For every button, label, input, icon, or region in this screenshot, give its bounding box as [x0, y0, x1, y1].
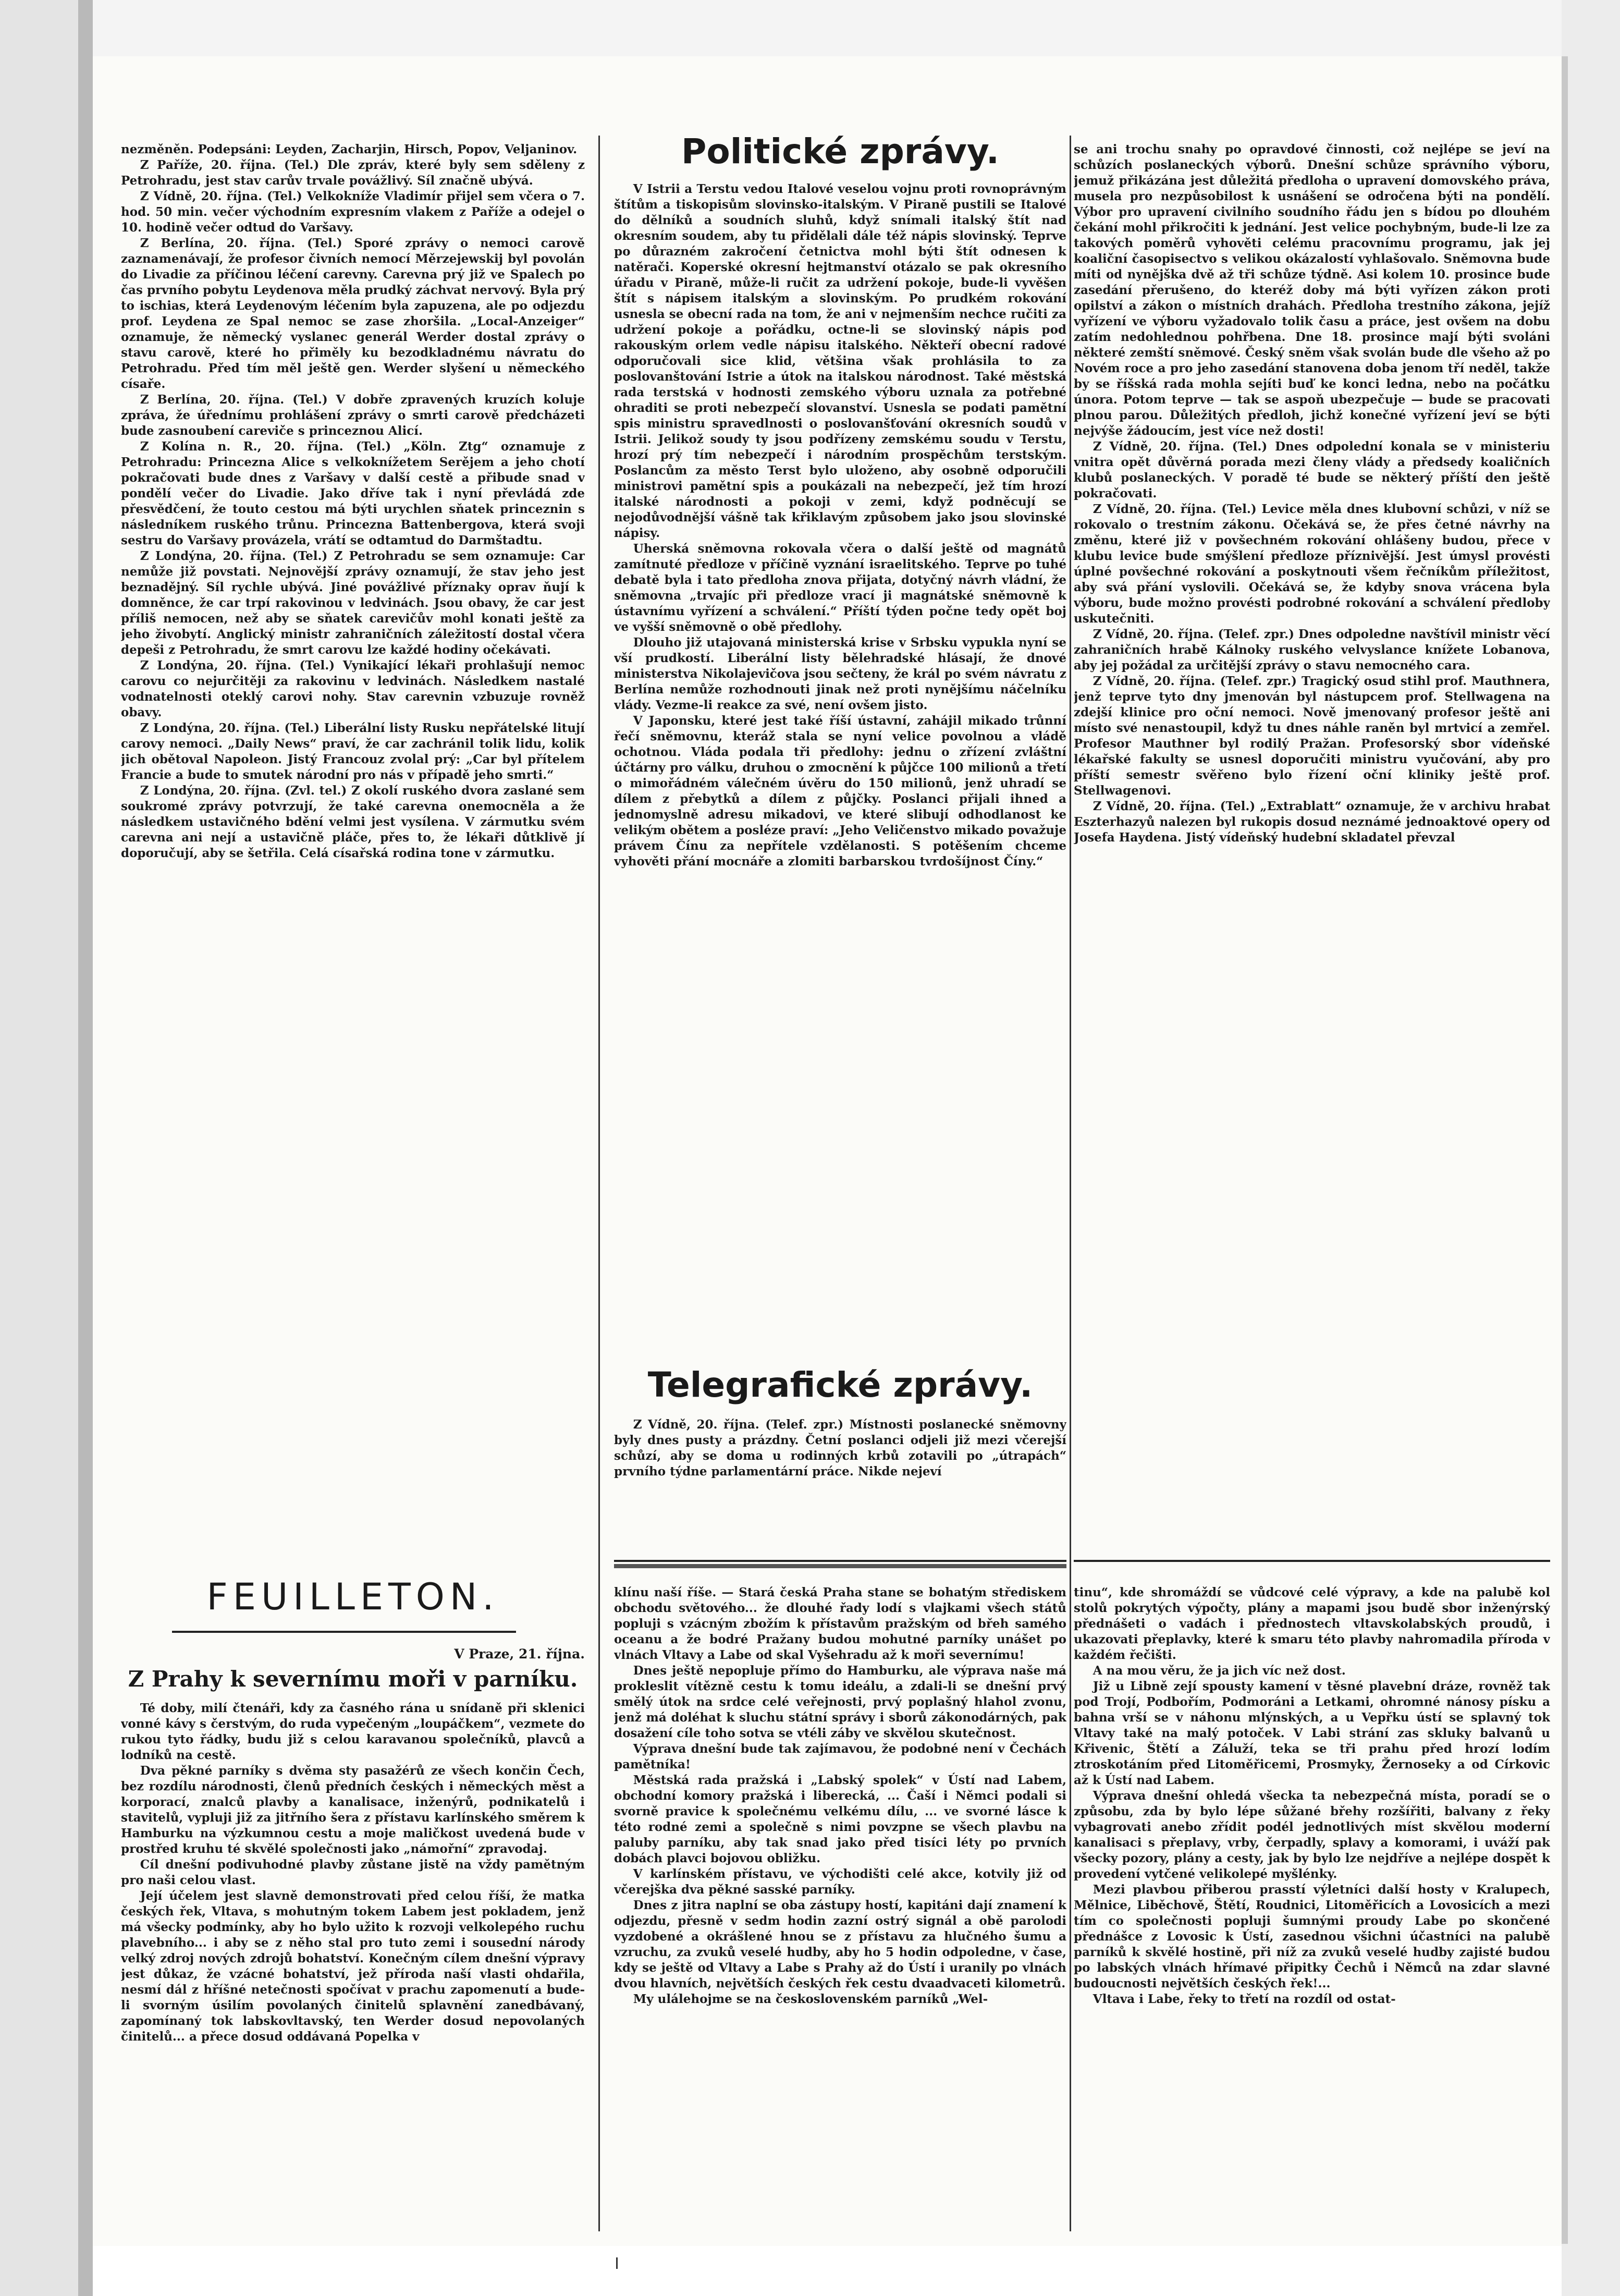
- political-news-heading: Politické zprávy.: [681, 131, 999, 172]
- telegraph-column: [614, 1417, 1066, 1557]
- article-paragraph: nezměněn. Podepsáni: Leyden, Zacharjin, Hirsch, Popov, Veljaninov.: [121, 142, 578, 156]
- feuilleton-rule-3: [1074, 1560, 1550, 1562]
- article-paragraph: Dlouho již utajovaná ministerská krise v Srbsku vypukla nyní se vší prudkostí. Liberální listy bělehradské hlásají, že dnové ministerstva Nikolajevičova jsou sečteny, že král po svém návratu z Berlína nemůže rozhodnouti jinak než proti nynějšímu náčelníku vlády. Vezme-li reakce za své, není ovšem jisto.: [614, 636, 1066, 712]
- article-paragraph: Dva pěkné parníky s dvěma sty pasažérů ze všech končin Čech, bez rozdílu národnosti, členů předních českých i německých měst a korporací, znalců plavby a kanalisace, inženýrů, podnikatelů i stavitelů, vypluji již za jitřního šera z přístavu karlínského směrem k Hamburku na výzkumnou cestu a moje maličkost uvedená bude v prostřed kruhu té skvělé společnosti jako „námořní“ zpravodaj.: [121, 1764, 585, 1856]
- article-paragraph: Z Vídně, 20. října. (Telef. zpr.) Tragický osud stihl prof. Mauthnera, jenž teprve tyto dny jmenován byl nástupcem prof. Stellwagena na zdejší klinice pro oční nemoci. Nově jmenovaný profesor ještě ani místo své nenastoupil, když tu dnes náhle raněn byl mrtvicí a zemřel. Profesor Mauthner byl rodilý Pražan. Profesorský sbor vídeňské lékařské fakulty se usnesl doporučiti ministru vyučování, aby pro příští semestr svěřeno bylo řízení oční kliniky ještě prof. Stellwagenovi.: [1074, 674, 1550, 798]
- feuilleton-rule-2: [614, 1560, 1066, 1562]
- article-paragraph: Z Vídně, 20. října. (Tel.) „Extrablatt“ oznamuje, že v archivu hrabat Eszterhazyů nalezen byl rukopis dosud neznámé jednoaktové opery od Josefa Haydena. Jistý vídeňský hudební skladatel převzal: [1074, 799, 1550, 845]
- print-mark: [616, 2257, 618, 2269]
- article-paragraph: Z Vídně, 20. října. (Tel.) Velkokníže Vladimír přijel sem včera o 7. hod. 50 min. večer východním expresním vlakem z Paříže a odejel o 10. hodině večer odtud do Varšavy.: [121, 189, 585, 235]
- article-paragraph: Výprava dnešní ohledá všecka ta nebezpečná místa, poradí se o způsobu, zda by bylo lépe sůžané břehy rozšířiti, balvany z řeky vybagrovati anebo zřídit podél jednotlivých míst skvělou moderní kanalisaci s přeplavy, vrby, čerpadly, splavy a komorami, i uváží pak všecky pozory, plány a cesty, jak by bylo lze nejdříve a nejlépe dospět k provedení vytčené velikolepé myšlénky.: [1074, 1789, 1550, 1881]
- article-paragraph: Uherská sněmovna rokovala včera o další ještě od magnátů zamítnuté předloze v příčině vyznání israelitského. Teprve po tuhé debatě byla i tato předloha znova přijata, dotyčný návrh vládní, že sněmovna „trvajíc při předloze vrací ji magnátské sněmovně k ústavnímu vyřízení a schválení.“ Příští týden počne tedy opět boj ve vyšší sněmovně o obě předlohy.: [614, 542, 1066, 634]
- article-paragraph: V karlínském přístavu, ve východišti celé akce, kotvily již od včerejška dva pěkné sasské parníky.: [614, 1867, 1066, 1897]
- article-paragraph: V Japonsku, které jest také říší ústavní, zahájil mikado trůnní řečí sněmovnu, kteráž stala se nyní velice povolnou a vládě ochotnou. Vláda podala tři předlohy: jednu o zřízení zvláštní účtárny pro válku, druhou o zmocnění k půjčce 100 milionů a třetí o mimořádném válečném úvěru do 150 milionů, jenž uhradí se dílem z přebytků a dílem z půjčky. Poslanci přijali ihned a jednomyslně adresu mikadovi, ve které slibují odhodlanost ke velikým obětem a posléze praví: „Jeho Veličenstvo mikado považuje právem Čínu za nepřítele vzdělanosti. S potěšením chceme vyhověti přání mocnáře a zlomiti barbarskou tvrdošíjnost Číny.“: [614, 714, 1066, 869]
- article-paragraph: se ani trochu snahy po opravdové činnosti, což nejlépe se jeví na schůzích poslaneckých výborů. Dnešní schůze správního výboru, jemuž přikázána jest důležitá předloha o upravení domovského práva, musela pro nezpůsobilost k usnášení se odročena býti na pondělí. Výbor pro upravení civilního soudního řádu jen s bídou po dlouhém čekání mohl přikročiti k jednání. Jest velice pochybným, bude-li lze za takových poměrů vyhověti celému pracovnímu programu, jak jej koaliční časopisectvo s velikou okázalostí vyhlašovalo. Sněmovna bude míti od nynějška dvě až tři schůze týdně. Asi kolem 10. prosince bude zasedání přerušeno, do kteréž doby má býti vyřízen zákon proti opilství a zákon o místních drahách. Předloha trestního zákona, jejíž vyřízení ve výboru vyžadovalo tolik času a práce, jest ovšem na dobu zatím nedohlednou pohřbena. Dne 18. prosince mají býti svoláni některé zemští sněmové. Český sněm však svolán bude dle všeho až po Novém roce a pro jeho zasedání stanovena doba jenom tří neděl, takže by se říšská rada mohla sejíti buď ke konci ledna, nebo na počátku února. Potom teprve — tak se aspoň ubezpečuje — bude se pracovati plnou parou. Důležitých předloh, jichž konečné vyřízení jeví se býti nejvýše žádoucím, jest více než dosti!: [1074, 142, 1550, 438]
- article-paragraph: My ulálehojme se na československém parníků „Wel-: [633, 1992, 988, 2006]
- article-paragraph: tinu“, kde shromáždí se vůdcové celé výpravy, a kde na palubě kol stolů pokrytých výpočty, plány a mapami jsou budě sbor inženýrský přednášeti o vadách i přednostech vltavskolabských proudů, i ukazovati přeplavky, které k smaru této plavby nahromadila příroda v každém řečišti.: [1074, 1585, 1550, 1662]
- article-paragraph: Z Vídně, 20. října. (Telef. zpr.) Místnosti poslanecké sněmovny byly dnes pusty a prázdny. Četní poslanci odjeli již mezi včerejší schůzí, aby se doma u rodinných krbů zotavili po „útrapách“ prvního týdne parlamentární práce. Nikde nejeví: [614, 1418, 1066, 1479]
- article-paragraph: Z Vídně, 20. října. (Telef. zpr.) Dnes odpoledne navštívil ministr věcí zahraničních hrabě Kálnoky ruského velvyslance knížete Lobanova, aby jej požádal za určitější zprávy o stavu nemocného cara.: [1074, 627, 1550, 673]
- feuilleton-column-2: [614, 1585, 1066, 2227]
- feuilleton-title: Z Prahy k severnímu moři v parníku.: [128, 1666, 578, 1692]
- article-paragraph: Z Londýna, 20. října. (Zvl. tel.) Z okolí ruského dvora zaslané sem soukromé zprávy potvrzují, že také carevna onemocněla a že následkem ustavičného bdění velmi jest vysílena. V zármutku svém carevna ani nejí a ustavičně pláče, přes to, že lékaři důtklivě jí doporučují, aby se šetřila. Celá císařská rodina tone v zármutku.: [121, 784, 585, 860]
- article-paragraph: Vltava i Labe, řeky to třetí na rozdíl od ostat-: [1093, 1992, 1396, 2006]
- feuilleton-heading: FEUILLETON.: [206, 1576, 499, 1618]
- article-paragraph: Mezi plavbou přiberou prasstí výletníci další hosty v Kralupech, Mělnice, Liběchově, Štětí, Roudnici, Litoměřicích a Lovosicích a mezi tím co společnosti popluji šumnými proudy Labe po skončené přednášce z Lovosic k Ústí, zasednou všichni účastníci na palubě parníků k skvělé hostině, při níž za zvuků veselé hudby zajisté budou po labských vlnách hřímavé připitky Čechů i Němců na zdar slavné budoucnosti největších českých řek!...: [1074, 1883, 1550, 1990]
- scan-right-shadow: [1562, 56, 1568, 2244]
- article-paragraph: Z Kolína n. R., 20. října. (Tel.) „Köln. Ztg“ oznamuje z Petrohradu: Princezna Alice s velkoknížetem Serějem a jeho chotí pokračovati bude dnes z Varšavy v další cestě a přibude snad v pondělí večer do Livadie. Jako dříve tak i nyní převládá zde přesvědčení, že touto cestou má býti urychlen sňatek princeznin s následníkem ruského trůnu. Princezna Battenbergova, která svoji sestru do Varšavy provázela, vrátí se odtamtud do Darmštadtu.: [121, 439, 585, 547]
- article-paragraph: klínu naší říše. — Stará česká Praha stane se bohatým střediskem obchodu světového... že dlouhé řady lodí s vlajkami všech států popluji s vzácným zbožím k přístavům pražským od břeh samého oceanu a že bodré Pražany budou mohutné parníky unášet po vlnách Vltavy a Labe od skal Vyšehradu až k moři severnímu!: [614, 1585, 1066, 1662]
- feuilleton-column-1: [121, 1701, 585, 2227]
- article-paragraph: Dnes z jitra naplní se oba zástupy hostí, kapitáni dají znamení k odjezdu, přesně v sedm hodin zazní ostrý signál a obě parolodi vyzdobené a okrášlené hnou se z přístavu za hlučného šumu a vzruchu, za zvuků veselé hudby, aby ho 5 hodin odpoledne, v čase, kdy se ještě od Vltavy a Labe s Prahy až do Ústí i uranily po vlnách dvou hlavních, největších českých řek cestu dvaadvaceti kilometrů.: [614, 1898, 1066, 1990]
- article-paragraph: Z Berlína, 20. října. (Tel.) Sporé zprávy o nemoci carově zaznamenávají, že profesor čivních nemocí Měrzejewskij byl povolán do Livadie za příčinou léčení carevny. Carevna prý již ve Spalech po čas prvního pobytu Leydenova měla prudký záchvat nervový. Byla prý to ischias, která Leydenovým léčením byla zapuzena, ale po odjezdu prof. Leydena ze Spal nemoc se zase zhoršila. „Local-Anzeiger“ oznamuje, že německý vyslanec generál Werder dostal zprávy o stavu carově, které ho přiměly ku bezodkladnému návratu do Petrohradu. Před tím měl ještě gen. Werder slyšení u německého císaře.: [121, 236, 585, 391]
- article-paragraph: Z Londýna, 20. října. (Tel.) Z Petrohradu se sem oznamuje: Car nemůže již povstati. Nejnovější zprávy oznamují, že stav jeho jest beznadějný. Síl rychle ubývá. Jiné povážlivé příznaky oprav ňují k domněnce, že car trpí rakovinou v ledvinách. Jsou obavy, že car jest příliš nemocen, než aby se sňatek carevičův mohl konati ještě za jeho živobytí. Anglický ministr zahraničních záležitostí dostal včera depeši z Petrohradu, že smrt carovu lze každé hodiny očekávati.: [121, 549, 585, 657]
- article-paragraph: Z Vídně, 20. října. (Tel.) Levice měla dnes klubovní schůzi, v níž se rokovalo o trestním zákonu. Očekává se, že přes četné návrhy na změnu, které již v povšechném rokování ohlášeny budou, přece v klubu levice bude smýšlení předloze příznivější. Jest úmysl provésti úplné povšechné rokování a poskytnouti všem řečníkům příležitost, aby svá přání vyslovili. Očekává se, že kdyby snova vrácena byla výboru, bude možno provésti podrobné rokování a schválení předloby uskutečniti.: [1074, 502, 1550, 626]
- news-column-1: [121, 142, 585, 1555]
- article-paragraph: Výprava dnešní bude tak zajímavou, že podobné není v Čechách pamětníka!: [614, 1742, 1066, 1772]
- column-rule-1: [598, 136, 600, 2231]
- feuilleton-rule-2b: [614, 1564, 1066, 1568]
- feuilleton-dateline: V Praze, 21. října.: [454, 1646, 585, 1662]
- feuilleton-underline: [172, 1631, 516, 1633]
- article-paragraph: Z Londýna, 20. října. (Tel.) Liberální listy Rusku nepřátelské litují carovy nemoci. „Daily News“ praví, že car zachránil tolik lidu, kolik jich obětoval Napoleon. Jistý Francouz zvolal prý: „Car byl přítelem Francie a bude to smutek národní pro nás v případě jeho smrti.“: [121, 721, 585, 782]
- scan-right-margin: [1562, 0, 1620, 2296]
- article-paragraph: A na mou věru, že ja jich víc než dost.: [1093, 1664, 1346, 1678]
- news-column-2: [614, 181, 1066, 1364]
- article-paragraph: V Istrii a Terstu vedou Italové veselou vojnu proti rovnoprávným štítům a tiskopisům slovinsko-italským. V Piraně pustili se Italové do dělníků a soudních sluhů, když snímali italský štít nad okresním soudem, aby tu přidělali dále též nápis slovinský. Teprve po důrazném zakročení četnictva mohl býti štít odnesen k natěrači. Koperské okresní hejtmanství otázalo se pak okresního úřadu v Piraně, může-li ručit za udržení pokoje, bude-li vyvěšen štít s nápisem italským a slovinským. Po prudkém rokování usnesla se obecní rada na tom, že ani v nejmenším nechce ručiti za udržení pokoje a pořádku, octne-li se slovinský nápis pod rakouským orlem vedle nápisu italského. Někteří obecní radové odporučovali sice klid, většina však prohlásila to za poslovanštování Istrie a útok na italskou národnost. Také městská rada terstská v hodnosti zemského výboru uznala za potřebné ohraditi se proti nebezpečí slovanství. Usnesla se podati pamětní spis ministru spravedlnosti o poslovanšťování okresních soudů v Istrii. Jelikož soudy ty jsou podřízeny zemskému soudu v Terstu, hrozí prý tím nebezpečí i národním prospěchům terstským. Poslancům za město Terst bylo uloženo, aby osobně odporučili ministrovi pamětní spis a poukázali na nebezpečí, jež tím hrozí italské národnosti a pokoji v zemi, když podněcují se nejodůvodnější vášně tak křiklavým způsobem jako jsou slovinské nápisy.: [614, 182, 1066, 540]
- article-paragraph: Dnes ještě nepopluje přímo do Hamburku, ale výprava naše má prokleslit vítězně cestu k tomu ideálu, a zdali-li se dnešní prvý smělý útok na srdce celé veřejnosti, prvý poplašný hlahol zvonu, jenž má doléhat k sluchu státní správy i sborů zákonodárných, pak dosažení cíle toho sotva se vtéli záby ve skvělou skutečnost.: [614, 1664, 1066, 1740]
- scan-top-margin: [93, 0, 1620, 56]
- article-paragraph: Té doby, milí čtenáři, kdy za časného rána u snídaně při sklenici vonné kávy s čerstvým, do ruda vypečeným „loupáčkem“, vezmete do rukou tyto řádky, budu již s celou karavanou společníků, plavců a lodníků na cestě.: [121, 1701, 585, 1762]
- feuilleton-column-3: [1074, 1585, 1550, 2227]
- article-paragraph: Městská rada pražská i „Labský spolek“ v Ústí nad Labem, obchodní komory pražská i liberecká, ... Čaší i Němci podali si svorně pravice k společnému velkému dílu, ... ve svorné lásce k této rodné zemi a společně s nimi povzpne se všech plavbu na paluby parníku, aby tak snad jako před tisíci léty po prvních dobách plavci bojovou obližku.: [614, 1773, 1066, 1865]
- news-column-3: [1074, 142, 1550, 1554]
- article-paragraph: Z Londýna, 20. října. (Tel.) Vynikající lékaři prohlašují nemoc carovu co nejurčitěji za rakovinu v ledvinách. Následkem nastalé vodnatelnosti oteklý carovi nohy. Stav carevnin vzbuzuje rovněž obavy.: [121, 658, 585, 719]
- article-paragraph: Z Berlína, 20. října. (Tel.) V dobře zpravených kruzích koluje zpráva, že úřednímu prohlášení zprávy o smrti carově předcházeti bude zasnoubení careviče s princeznou Alicí.: [121, 393, 585, 438]
- article-paragraph: Z Vídně, 20. října. (Tel.) Dnes odpolední konala se v ministeriu vnitra opět důvěrná porada mezi členy vlády a předsedy koaličních klubů poslaneckých. V poradě té bude se některý příští den ještě pokračovati.: [1074, 439, 1550, 500]
- telegraphic-news-heading: Telegrafické zprávy.: [647, 1365, 1033, 1405]
- article-paragraph: Z Paříže, 20. října. (Tel.) Dle zpráv, které byly sem sděleny z Petrohradu, jest stav carův trvale povážlivý. Síl značně ubývá.: [121, 158, 585, 188]
- article-paragraph: Její účelem jest slavně demonstrovati před celou říší, že matka českých řek, Vltava, s mohutným tokem Labem jest pokladem, jenž má všecky podmínky, aby ho bylo užito k rozvoji velkolepého ruchu plavebního... i aby se z něho stal pro tuto zemi i sousední národy velký zdroj nových zdrojů bohatství. Konečným cílem dnešní výpravy jest důkaz, že vzácné bohatství, jež příroda naší vlasti ohdařila, nesmí dál z hříšné netečnosti spočívat v prachu zapomenutí a bude-li svorným úsilím povolaných činitelů splavnění zanedbávaný, zapomínaný tok labskovltavský, ten Werder dosud nepovolaných činitelů... a přece dosud oddávaná Popelka v: [121, 1889, 585, 2044]
- article-paragraph: Cíl dnešní podivuhodné plavby zůstane jistě na vždy pamětným pro naši celou vlast.: [121, 1858, 585, 1887]
- scan-binding-shadow: [78, 0, 93, 2296]
- column-rule-2: [1070, 136, 1071, 2231]
- article-paragraph: Již u Libně zejí spousty kamení v těsné plavební dráze, rovněž tak pod Trojí, Podbořím, Podmoráni a Letkami, ohromné nánosy písku a bahna vrší se v náhonu mlýnských, a u Vepřku ústí se splavný tok Vltavy také na malý potoček. V Labi strání zas skluky balvanů u Křivenic, Štětí a Záluží, teka se tři prahu před hrozí lodím ztroskotáním před Litoměřicemi, Prosmyky, Žernoseky a od Církovic až k Ústí nad Labem.: [1074, 1679, 1550, 1787]
